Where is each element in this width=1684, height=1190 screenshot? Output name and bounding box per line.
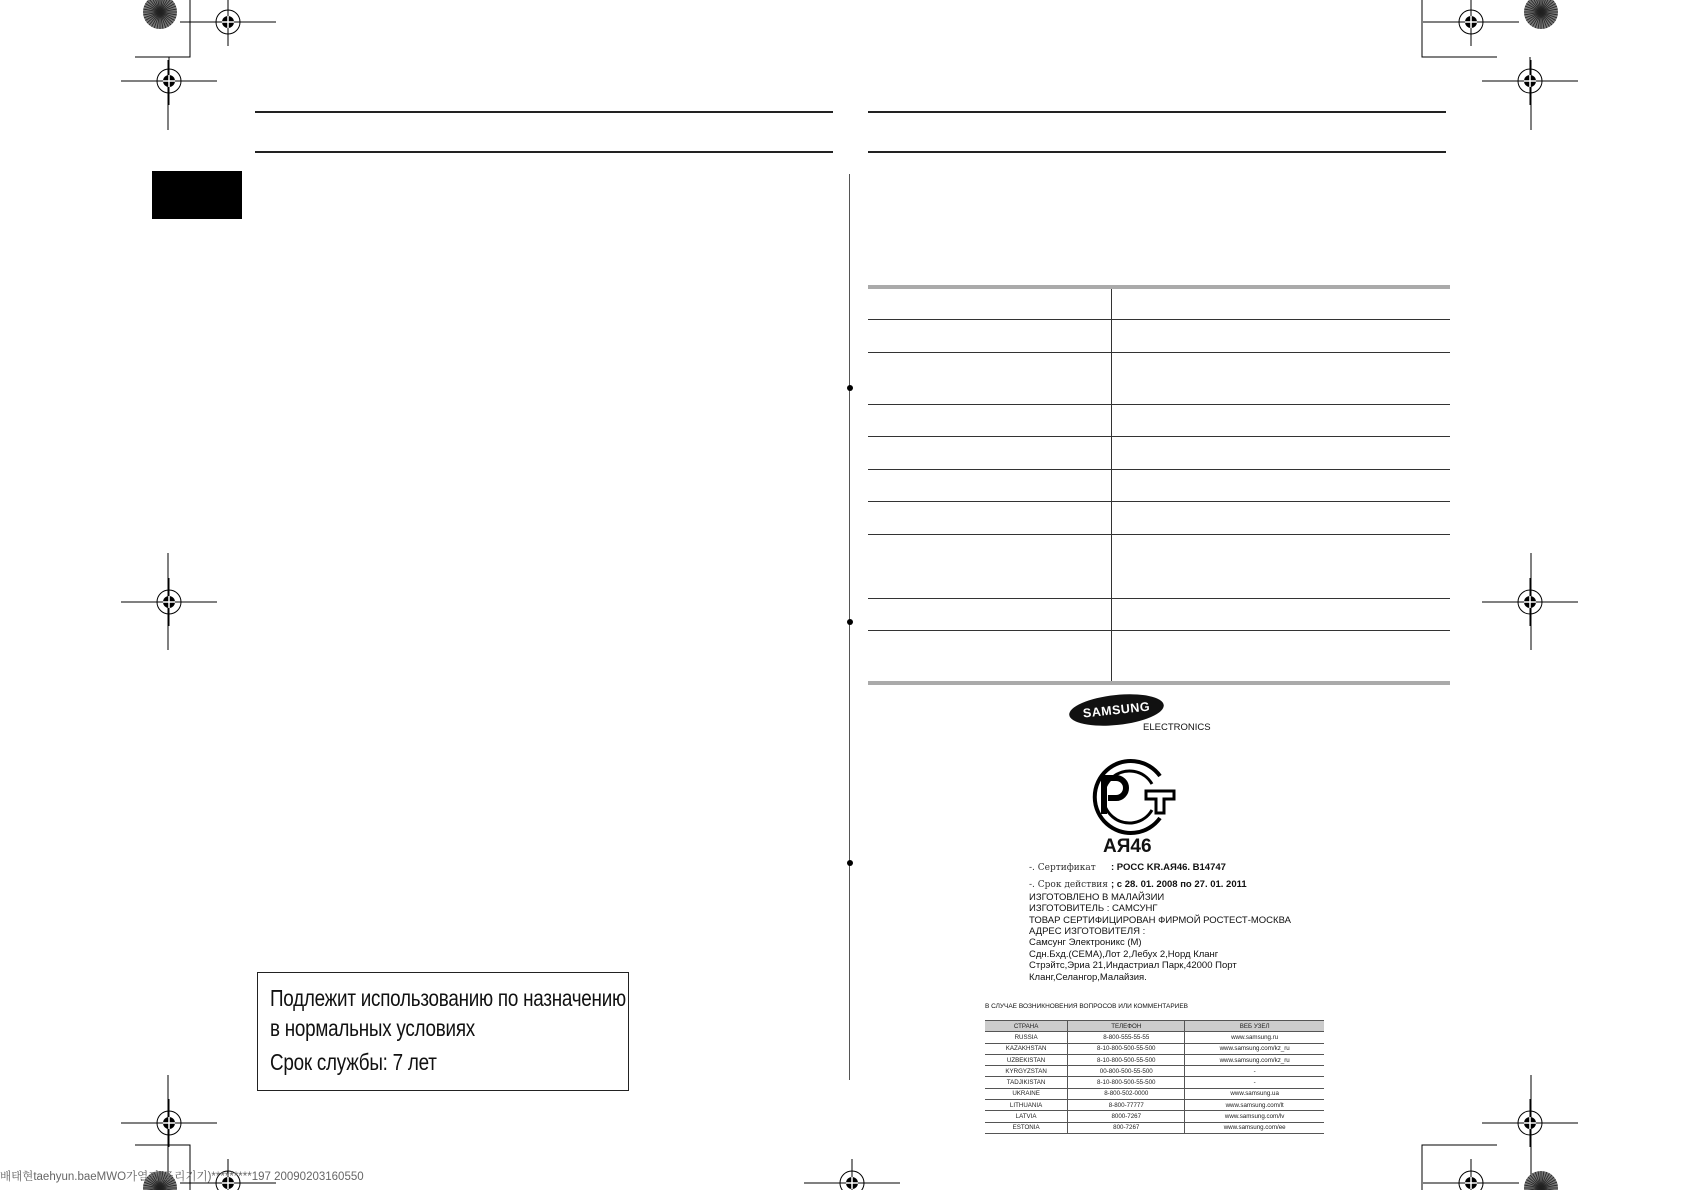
notice-line: Срок службы: 7 лет (270, 1049, 437, 1075)
crosshair-icon (121, 57, 217, 105)
phone-cell: 8-800-77777 (1068, 1100, 1185, 1111)
phone-cell: 8-800-502-0000 (1068, 1088, 1185, 1099)
crosshair-icon (1482, 578, 1578, 626)
cert-line: АДРЕС ИЗГОТОВИТЕЛЯ : (1029, 926, 1146, 938)
crosshair-icon (1482, 57, 1578, 105)
bullet (847, 860, 853, 866)
crosshair-icon (180, 0, 276, 46)
cert-line: ТОВАР СЕРТИФИЦИРОВАН ФИРМОЙ РОСТЕСТ-МОСКВА (1029, 914, 1291, 926)
bullet (847, 385, 853, 391)
cert-line: Кланг,Селангор,Малайзия. (1029, 971, 1147, 983)
contact-row (985, 1066, 1324, 1077)
website-cell: www.samsung.ua (1185, 1088, 1324, 1099)
certificate-block (1029, 862, 1291, 983)
electronics-label: ELECTRONICS (1143, 722, 1211, 733)
contact-row (985, 1122, 1324, 1133)
spec-row-line (868, 534, 1450, 535)
notice-line: в нормальных условиях (270, 1015, 475, 1041)
phone-cell: 8-10-800-500-55-500 (1068, 1043, 1185, 1054)
language-tab-block (152, 171, 242, 219)
service-life-notice (257, 972, 629, 1091)
starburst-target-icon (1524, 0, 1558, 29)
header-rule-left-top (255, 111, 833, 113)
country-cell: TADJIKISTAN (985, 1077, 1068, 1088)
phone-cell: 00-800-500-55-500 (1068, 1066, 1185, 1077)
country-cell: UKRAINE (985, 1088, 1068, 1099)
contact-row (985, 1077, 1324, 1088)
crosshair-icon (121, 1099, 217, 1147)
certificate-number (1029, 862, 1291, 874)
column-divider (849, 174, 850, 1080)
website-cell: - (1185, 1077, 1324, 1088)
website-cell: www.samsung.com/kz_ru (1185, 1054, 1324, 1065)
website-cell: - (1185, 1066, 1324, 1077)
cert-line: ИЗГОТОВЛЕНО В МАЛАЙЗИИ (1029, 891, 1165, 903)
spec-row-line (868, 436, 1450, 437)
header-rule-right-bottom (868, 151, 1446, 153)
cert-line: Стрэйтс,Эриа 21,Индастриал Парк,42000 Порт (1029, 960, 1237, 972)
crosshair-icon (1482, 1099, 1578, 1147)
contact-row (985, 1100, 1324, 1111)
phone-cell: 8000-7267 (1068, 1111, 1185, 1122)
starburst-target-icon (1524, 1171, 1558, 1190)
spec-row-line (868, 598, 1450, 599)
website-cell: www.samsung.ru (1185, 1032, 1324, 1043)
spec-row-line (868, 319, 1450, 320)
header-rule-left-bottom (255, 151, 833, 153)
bullet (847, 619, 853, 625)
phone-cell: 800-7267 (1068, 1122, 1185, 1133)
certificate-label: -. Сертификат (1029, 863, 1096, 873)
header-rule-right-top (868, 111, 1446, 113)
column-header: ТЕЛЕФОН (1068, 1021, 1185, 1032)
column-header: СТРАНА (985, 1021, 1068, 1032)
country-cell: ESTONIA (985, 1122, 1068, 1133)
contact-row (985, 1043, 1324, 1054)
cert-line: Сдн.Бхд.(СЕМА),Лот 2,Лебух 2,Норд Кланг (1029, 948, 1219, 960)
samsung-logo-text: SAMSUNG (1082, 699, 1151, 721)
spec-table-bottom (868, 681, 1450, 685)
notice-line: Подлежит использованию по назначению (270, 985, 626, 1011)
cert-code: AЯ46 (1103, 836, 1152, 857)
country-cell: KYRGYZSTAN (985, 1066, 1068, 1077)
country-cell: UZBEKISTAN (985, 1054, 1068, 1065)
crosshair-icon (804, 1159, 900, 1190)
website-cell: www.samsung.com/lt (1185, 1100, 1324, 1111)
pct-certification-icon (1082, 756, 1182, 836)
crosshair-icon (121, 578, 217, 626)
spec-row-line (868, 352, 1450, 353)
phone-cell: 8-10-800-500-55-500 (1068, 1077, 1185, 1088)
contact-row (985, 1111, 1324, 1122)
crosshair-icon (1423, 1159, 1519, 1190)
spec-row-line (868, 630, 1450, 631)
certificate-validity (1029, 879, 1291, 891)
spec-column-divider (1111, 289, 1112, 681)
contacts-header-row (985, 1021, 1324, 1032)
contact-row (985, 1054, 1324, 1065)
contacts-table (985, 1020, 1324, 1134)
print-footer: 배태현taehyun.baeMWO가열기(조리기기)*********197 20090203160550 (0, 1171, 364, 1183)
phone-cell: 8-800-555-55-55 (1068, 1032, 1185, 1043)
validity-value: ; с 28. 01. 2008 по 27. 01. 2011 (1111, 879, 1247, 891)
phone-cell: 8-10-800-500-55-500 (1068, 1054, 1185, 1065)
spec-table (868, 285, 1450, 685)
column-header: ВЕБ УЗЕЛ (1185, 1021, 1324, 1032)
spec-row-line (868, 501, 1450, 502)
country-cell: KAZAKHSTAN (985, 1043, 1068, 1054)
contact-row (985, 1032, 1324, 1043)
country-cell: LITHUANIA (985, 1100, 1068, 1111)
country-cell: LATVIA (985, 1111, 1068, 1122)
certificate-value: : РОСС KR.AЯ46. B14747 (1111, 862, 1226, 873)
contacts-heading: В СЛУЧАЕ ВОЗНИКНОВЕНИЯ ВОПРОСОВ ИЛИ КОММЕНТАРИЕВ (985, 1003, 1189, 1010)
contact-row (985, 1088, 1324, 1099)
website-cell: www.samsung.com/ee (1185, 1122, 1324, 1133)
website-cell: www.samsung.com/lv (1185, 1111, 1324, 1122)
spec-table-top (868, 285, 1450, 289)
spec-row-line (868, 469, 1450, 470)
spec-row-line (868, 404, 1450, 405)
country-cell: RUSSIA (985, 1032, 1068, 1043)
cert-line: ИЗГОТОВИТЕЛЬ : САМСУНГ (1029, 903, 1158, 915)
website-cell: www.samsung.com/kz_ru (1185, 1043, 1324, 1054)
validity-label: -. Срок действия (1029, 880, 1108, 891)
cert-line: Самсунг Электроникс (М) (1029, 937, 1142, 949)
starburst-target-icon (143, 0, 177, 29)
crosshair-icon (1423, 0, 1519, 46)
